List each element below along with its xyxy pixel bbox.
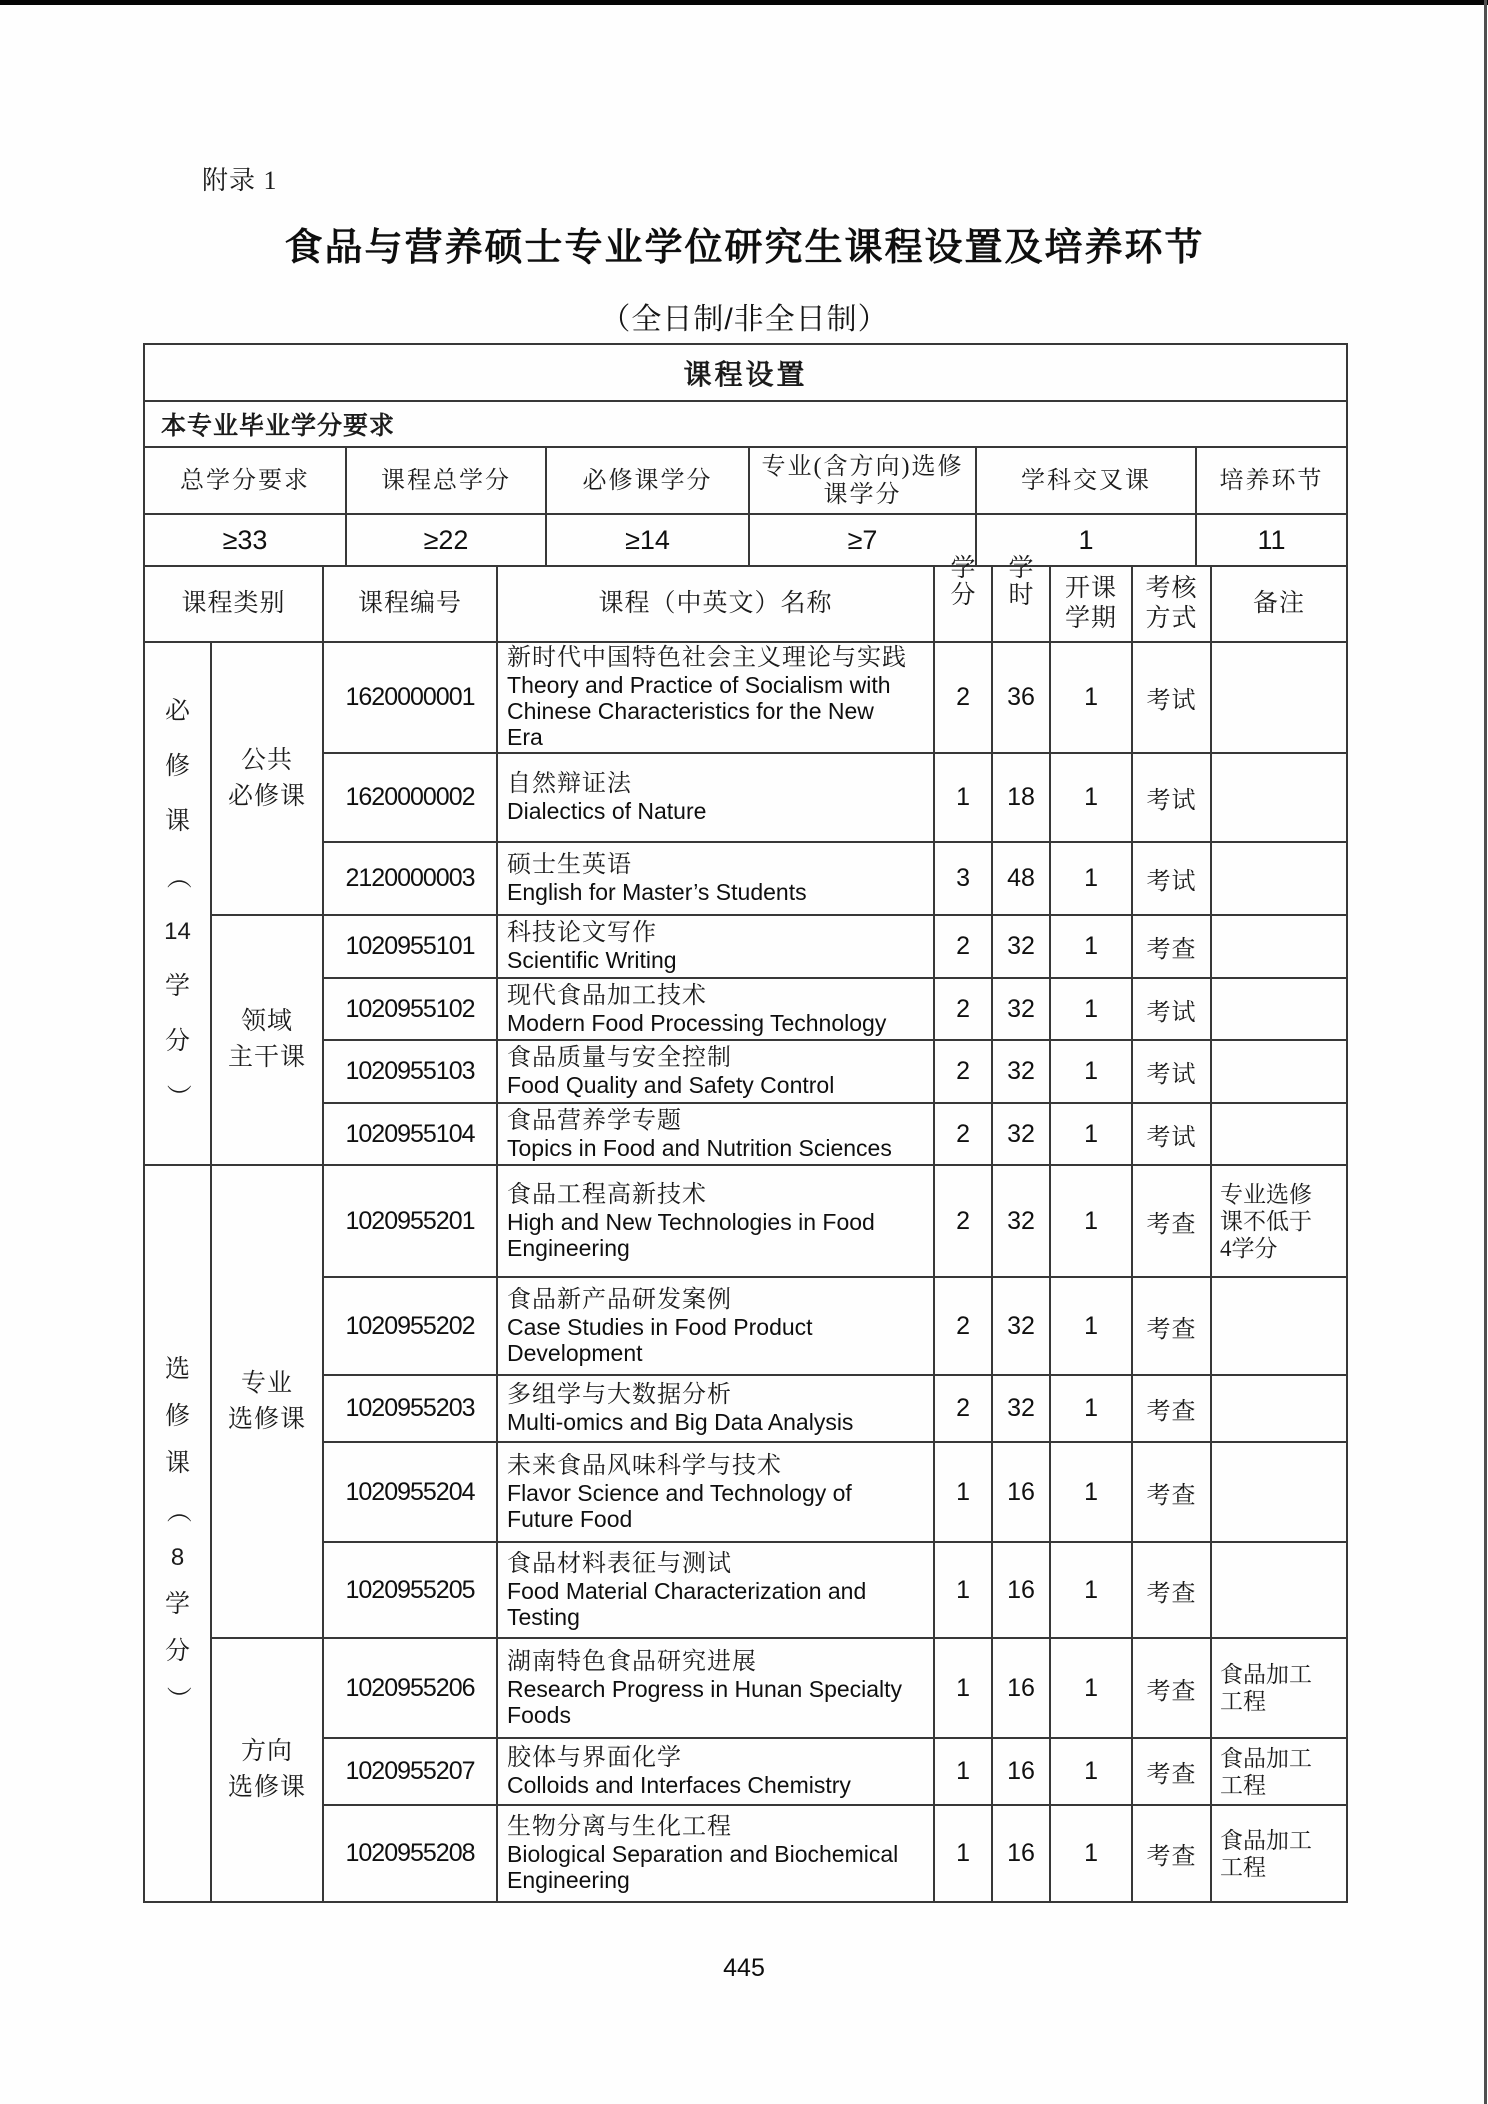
course-name-zh: 食品质量与安全控制 <box>507 1045 733 1071</box>
course-semester: 1 <box>1050 1738 1132 1805</box>
category-paren-open: （ <box>163 1497 191 1523</box>
summary-header-elective <box>749 447 976 514</box>
category-char: 选 <box>164 1355 190 1383</box>
hours-header-line: 学 <box>1008 555 1034 582</box>
course-name-en: Biological Separation and Biochemical <box>507 1841 899 1867</box>
summary-header-line: 必修课学分 <box>582 467 713 494</box>
course-assessment: 考查 <box>1132 1442 1211 1542</box>
course-remark <box>1211 1805 1347 1902</box>
course-assessment: 考试 <box>1132 1103 1211 1165</box>
category-required-cell <box>144 642 211 1165</box>
course-name-en: Scientific Writing <box>507 947 677 973</box>
document-subtitle: （全日制/非全日制） <box>600 303 889 336</box>
summary-header-line: 学科交叉课 <box>1021 467 1151 494</box>
course-hours: 16 <box>992 1805 1050 1902</box>
course-semester: 1 <box>1050 978 1132 1040</box>
course-semester: 1 <box>1050 1442 1132 1542</box>
summary-header-line: 培养环节 <box>1219 467 1324 494</box>
category-char: 学 <box>164 972 190 1000</box>
course-code: 1020955101 <box>323 915 497 978</box>
course-name-cell <box>497 1103 934 1165</box>
course-name-cell <box>497 642 934 753</box>
course-hours: 32 <box>992 978 1050 1040</box>
credits-header-line: 分 <box>950 582 976 609</box>
course-name-zh: 自然辩证法 <box>507 771 633 797</box>
course-row <box>144 1542 1347 1638</box>
course-name-cell <box>497 1738 934 1805</box>
group-label-line: 选修课 <box>228 1774 307 1801</box>
course-hours: 32 <box>992 1277 1050 1375</box>
course-assessment: 考试 <box>1132 978 1211 1040</box>
course-assessment: 考查 <box>1132 1542 1211 1638</box>
course-remark <box>1211 1442 1347 1542</box>
semester-header-line: 开课 <box>1065 575 1118 602</box>
course-name-zh: 湖南特色食品研究进展 <box>507 1648 758 1675</box>
course-credits: 1 <box>934 1442 992 1542</box>
category-char: 课 <box>164 1449 190 1477</box>
table-section-title: 课程设置 <box>144 344 1347 401</box>
category-char: 修 <box>164 752 190 780</box>
remark-line: 食品加工 <box>1220 1827 1313 1853</box>
course-row <box>144 978 1347 1040</box>
assessment-header-line: 考核 <box>1145 575 1198 602</box>
course-code: 1620000001 <box>323 642 497 753</box>
course-credits: 2 <box>934 1165 992 1277</box>
course-semester: 1 <box>1050 1277 1132 1375</box>
remark-line: 工程 <box>1220 1689 1267 1714</box>
summary-value-training: 11 <box>1196 514 1347 566</box>
course-semester: 1 <box>1050 915 1132 978</box>
course-semester: 1 <box>1050 1040 1132 1103</box>
course-name-en: Era <box>507 724 543 750</box>
course-name-cell <box>497 1375 934 1442</box>
course-code: 1020955205 <box>323 1542 497 1638</box>
course-code: 1020955207 <box>323 1738 497 1805</box>
course-name-cell <box>497 842 934 915</box>
category-required-stack <box>145 684 210 1124</box>
course-credits: 2 <box>934 1277 992 1375</box>
course-name-zh: 硕士生英语 <box>507 852 633 878</box>
remark-line: 工程 <box>1220 1854 1267 1880</box>
course-credits: 2 <box>934 1103 992 1165</box>
course-name-cell <box>497 1040 934 1103</box>
course-name-en: Theory and Practice of Socialism with <box>507 672 891 698</box>
course-header-semester <box>1050 566 1132 642</box>
course-semester: 1 <box>1050 1542 1132 1638</box>
category-elective-cell <box>144 1165 211 1902</box>
course-code: 1020955202 <box>323 1277 497 1375</box>
course-assessment: 考查 <box>1132 1805 1211 1902</box>
course-row <box>144 915 1347 978</box>
course-code: 1020955206 <box>323 1638 497 1738</box>
document-title: 食品与营养硕士专业学位研究生课程设置及培养环节 <box>284 227 1205 269</box>
remark-line: 专业选修 <box>1220 1181 1313 1207</box>
course-row <box>144 1738 1347 1805</box>
course-remark <box>1211 1542 1347 1638</box>
course-name-zh: 食品营养学专题 <box>507 1107 683 1134</box>
course-assessment: 考试 <box>1132 1040 1211 1103</box>
course-code: 1020955203 <box>323 1375 497 1442</box>
course-name-cell <box>497 1638 934 1738</box>
group-core-cell <box>211 915 323 1165</box>
course-header-code: 课程编号 <box>323 566 497 642</box>
course-remark <box>1211 1103 1347 1165</box>
category-char: 分 <box>164 1027 190 1055</box>
course-hours: 48 <box>992 842 1050 915</box>
course-assessment: 考查 <box>1132 915 1211 978</box>
course-semester: 1 <box>1050 753 1132 842</box>
course-name-en: Dialectics of Nature <box>507 798 707 824</box>
credits-header-stack <box>935 555 991 609</box>
category-char: 必 <box>164 697 190 725</box>
summary-header-line: 课学分 <box>823 481 902 508</box>
remark-line: 4学分 <box>1220 1235 1278 1261</box>
course-code: 1020955208 <box>323 1805 497 1902</box>
course-remark <box>1211 1638 1347 1738</box>
course-code: 1020955201 <box>323 1165 497 1277</box>
course-credits: 1 <box>934 1542 992 1638</box>
group-direction-elective-cell <box>211 1638 323 1902</box>
course-hours: 32 <box>992 1103 1050 1165</box>
course-name-en: Food Material Characterization and <box>507 1577 867 1604</box>
course-hours: 32 <box>992 1375 1050 1442</box>
course-credits: 2 <box>934 642 992 753</box>
course-name-cell <box>497 1277 934 1375</box>
course-semester: 1 <box>1050 642 1132 753</box>
category-char: 学 <box>164 1590 190 1618</box>
summary-header-row <box>144 447 1347 514</box>
course-row <box>144 1805 1347 1902</box>
course-hours: 16 <box>992 1442 1050 1542</box>
course-assessment: 考查 <box>1132 1165 1211 1277</box>
course-name-en: Food Quality and Safety Control <box>507 1072 835 1098</box>
course-semester: 1 <box>1050 1805 1132 1902</box>
category-credit-number: 14 <box>164 917 191 945</box>
course-name-cell <box>497 978 934 1040</box>
course-name-en: Foods <box>507 1701 571 1728</box>
summary-header-training <box>1196 447 1347 514</box>
remark-line: 课不低于 <box>1220 1208 1313 1234</box>
course-name-zh: 食品工程高新技术 <box>507 1181 708 1208</box>
course-name-en: Future Food <box>507 1505 633 1532</box>
course-assessment: 考试 <box>1132 642 1211 753</box>
page-number: 445 <box>723 1954 765 1982</box>
group-public-required-cell <box>211 642 323 915</box>
course-header-remark: 备注 <box>1211 566 1347 642</box>
course-remark <box>1211 753 1347 842</box>
course-name-zh: 多组学与大数据分析 <box>507 1382 733 1408</box>
course-header-row <box>144 566 1347 642</box>
group-professional-elective-cell <box>211 1165 323 1638</box>
course-hours: 16 <box>992 1542 1050 1638</box>
course-remark <box>1211 1738 1347 1805</box>
course-name-zh: 胶体与界面化学 <box>507 1745 683 1771</box>
summary-value-course-total: ≥22 <box>346 514 546 566</box>
group-label-line: 必修课 <box>228 782 307 810</box>
course-name-en: Multi-omics and Big Data Analysis <box>507 1409 854 1435</box>
course-row <box>144 1375 1347 1442</box>
course-name-en: Topics in Food and Nutrition Sciences <box>507 1134 892 1161</box>
course-list-table <box>143 555 1348 1903</box>
group-label-line: 领域 <box>241 1008 294 1035</box>
scan-edge-top <box>0 0 1488 5</box>
course-row <box>144 642 1347 753</box>
category-paren-open: （ <box>163 863 191 889</box>
category-elective-stack <box>145 1346 210 1722</box>
summary-header-line: 专业(含方向)选修 <box>761 453 964 480</box>
course-name-cell <box>497 1805 934 1902</box>
course-name-en: High and New Technologies in Food <box>507 1208 875 1235</box>
appendix-label: 附录 1 <box>202 166 278 195</box>
course-header-assessment <box>1132 566 1211 642</box>
group-label-line: 公共 <box>241 746 294 774</box>
course-credits: 1 <box>934 1738 992 1805</box>
course-name-en: Engineering <box>507 1867 630 1893</box>
graduation-requirement-label: 本专业毕业学分要求 <box>144 401 1347 447</box>
course-code: 1620000002 <box>323 753 497 842</box>
summary-value-total: ≥33 <box>144 514 346 566</box>
course-name-cell <box>497 753 934 842</box>
course-remark <box>1211 1040 1347 1103</box>
course-remark <box>1211 1165 1347 1277</box>
course-name-zh: 现代食品加工技术 <box>507 982 708 1009</box>
course-hours: 16 <box>992 1638 1050 1738</box>
course-name-en: Testing <box>507 1603 580 1630</box>
course-remark <box>1211 842 1347 915</box>
course-header-category: 课程类别 <box>144 566 323 642</box>
course-name-cell <box>497 1442 934 1542</box>
course-credits: 2 <box>934 1040 992 1103</box>
course-remark <box>1211 1375 1347 1442</box>
course-name-zh: 科技论文写作 <box>507 920 658 946</box>
course-hours: 32 <box>992 1040 1050 1103</box>
summary-header-total <box>144 447 346 514</box>
credit-summary-table <box>143 343 1348 567</box>
summary-header-line: 总学分要求 <box>180 467 310 494</box>
course-semester: 1 <box>1050 842 1132 915</box>
course-assessment: 考查 <box>1132 1375 1211 1442</box>
course-code: 1020955103 <box>323 1040 497 1103</box>
course-name-zh: 未来食品风味科学与技术 <box>507 1452 783 1479</box>
course-name-zh: 新时代中国特色社会主义理论与实践 <box>507 645 908 671</box>
remark-line: 工程 <box>1220 1772 1267 1798</box>
course-credits: 3 <box>934 842 992 915</box>
course-header-hours <box>992 555 1050 642</box>
group-label-line: 方向 <box>241 1738 294 1765</box>
course-remark <box>1211 915 1347 978</box>
course-assessment: 考查 <box>1132 1738 1211 1805</box>
summary-value-required: ≥14 <box>546 514 749 566</box>
course-hours: 16 <box>992 1738 1050 1805</box>
summary-header-course-total <box>346 447 546 514</box>
course-remark <box>1211 1277 1347 1375</box>
course-row <box>144 842 1347 915</box>
course-semester: 1 <box>1050 1638 1132 1738</box>
course-hours: 32 <box>992 1165 1050 1277</box>
course-name-en: Engineering <box>507 1234 630 1261</box>
category-char: 课 <box>164 807 190 835</box>
credits-header-line: 学 <box>950 555 976 582</box>
course-row <box>144 1442 1347 1542</box>
course-credits: 2 <box>934 978 992 1040</box>
assessment-header-line: 方式 <box>1145 605 1198 632</box>
course-name-en: Chinese Characteristics for the New <box>507 698 874 724</box>
summary-header-interdisciplinary <box>976 447 1196 514</box>
summary-header-line: 课程总学分 <box>381 467 511 494</box>
course-row <box>144 753 1347 842</box>
course-credits: 1 <box>934 1638 992 1738</box>
hours-header-line: 时 <box>1008 582 1034 609</box>
course-name-zh: 食品新产品研发案例 <box>507 1286 733 1313</box>
course-credits: 1 <box>934 1805 992 1902</box>
group-label-line: 主干课 <box>228 1044 307 1071</box>
course-credits: 2 <box>934 915 992 978</box>
course-name-cell <box>497 1165 934 1277</box>
category-char: 修 <box>164 1402 190 1430</box>
course-hours: 18 <box>992 753 1050 842</box>
course-code: 1020955104 <box>323 1103 497 1165</box>
course-name-en: Colloids and Interfaces Chemistry <box>507 1772 851 1798</box>
course-code: 1020955102 <box>323 978 497 1040</box>
course-hours: 36 <box>992 642 1050 753</box>
course-assessment: 考查 <box>1132 1277 1211 1375</box>
summary-value-row <box>144 514 1347 566</box>
course-name-en: Research Progress in Hunan Specialty <box>507 1675 903 1702</box>
course-name-en: English for Master’s Students <box>507 879 807 905</box>
course-name-zh: 生物分离与生化工程 <box>507 1814 733 1840</box>
course-code: 2120000003 <box>323 842 497 915</box>
course-name-en: Case Studies in Food Product <box>507 1313 813 1340</box>
scan-edge-right <box>1484 0 1487 2104</box>
course-remark <box>1211 978 1347 1040</box>
course-row <box>144 1040 1347 1103</box>
category-credit-number: 8 <box>170 1543 185 1571</box>
course-remark <box>1211 642 1347 753</box>
course-semester: 1 <box>1050 1165 1132 1277</box>
course-name-en: Development <box>507 1339 643 1366</box>
course-code: 1020955204 <box>323 1442 497 1542</box>
course-row <box>144 1277 1347 1375</box>
summary-value-interdisciplinary: 1 <box>976 514 1196 566</box>
course-assessment: 考试 <box>1132 753 1211 842</box>
course-assessment: 考试 <box>1132 842 1211 915</box>
course-assessment: 考查 <box>1132 1638 1211 1738</box>
course-name-en: Flavor Science and Technology of <box>507 1479 852 1506</box>
course-row <box>144 1638 1347 1738</box>
hours-header-stack <box>993 555 1049 609</box>
course-semester: 1 <box>1050 1375 1132 1442</box>
course-header-name: 课程（中英文）名称 <box>497 566 934 642</box>
summary-value-elective: ≥7 <box>749 514 976 566</box>
course-credits: 2 <box>934 1375 992 1442</box>
remark-line: 食品加工 <box>1220 1662 1313 1687</box>
course-name-zh: 食品材料表征与测试 <box>507 1550 733 1577</box>
curriculum-table <box>143 343 1346 1903</box>
course-name-cell <box>497 915 934 978</box>
course-row <box>144 1103 1347 1165</box>
course-credits: 1 <box>934 753 992 842</box>
category-paren-close: ） <box>163 1083 191 1109</box>
course-row <box>144 1165 1347 1277</box>
summary-header-required <box>546 447 749 514</box>
course-semester: 1 <box>1050 1103 1132 1165</box>
semester-header-line: 学期 <box>1065 605 1118 632</box>
group-label-line: 选修课 <box>228 1405 307 1433</box>
course-header-credits <box>934 555 992 642</box>
course-hours: 32 <box>992 915 1050 978</box>
group-label-line: 专业 <box>241 1369 294 1397</box>
category-paren-close: ） <box>163 1685 191 1711</box>
course-name-en: Modern Food Processing Technology <box>507 1009 887 1036</box>
course-name-cell <box>497 1542 934 1638</box>
remark-line: 食品加工 <box>1220 1745 1313 1771</box>
category-char: 分 <box>164 1637 190 1665</box>
